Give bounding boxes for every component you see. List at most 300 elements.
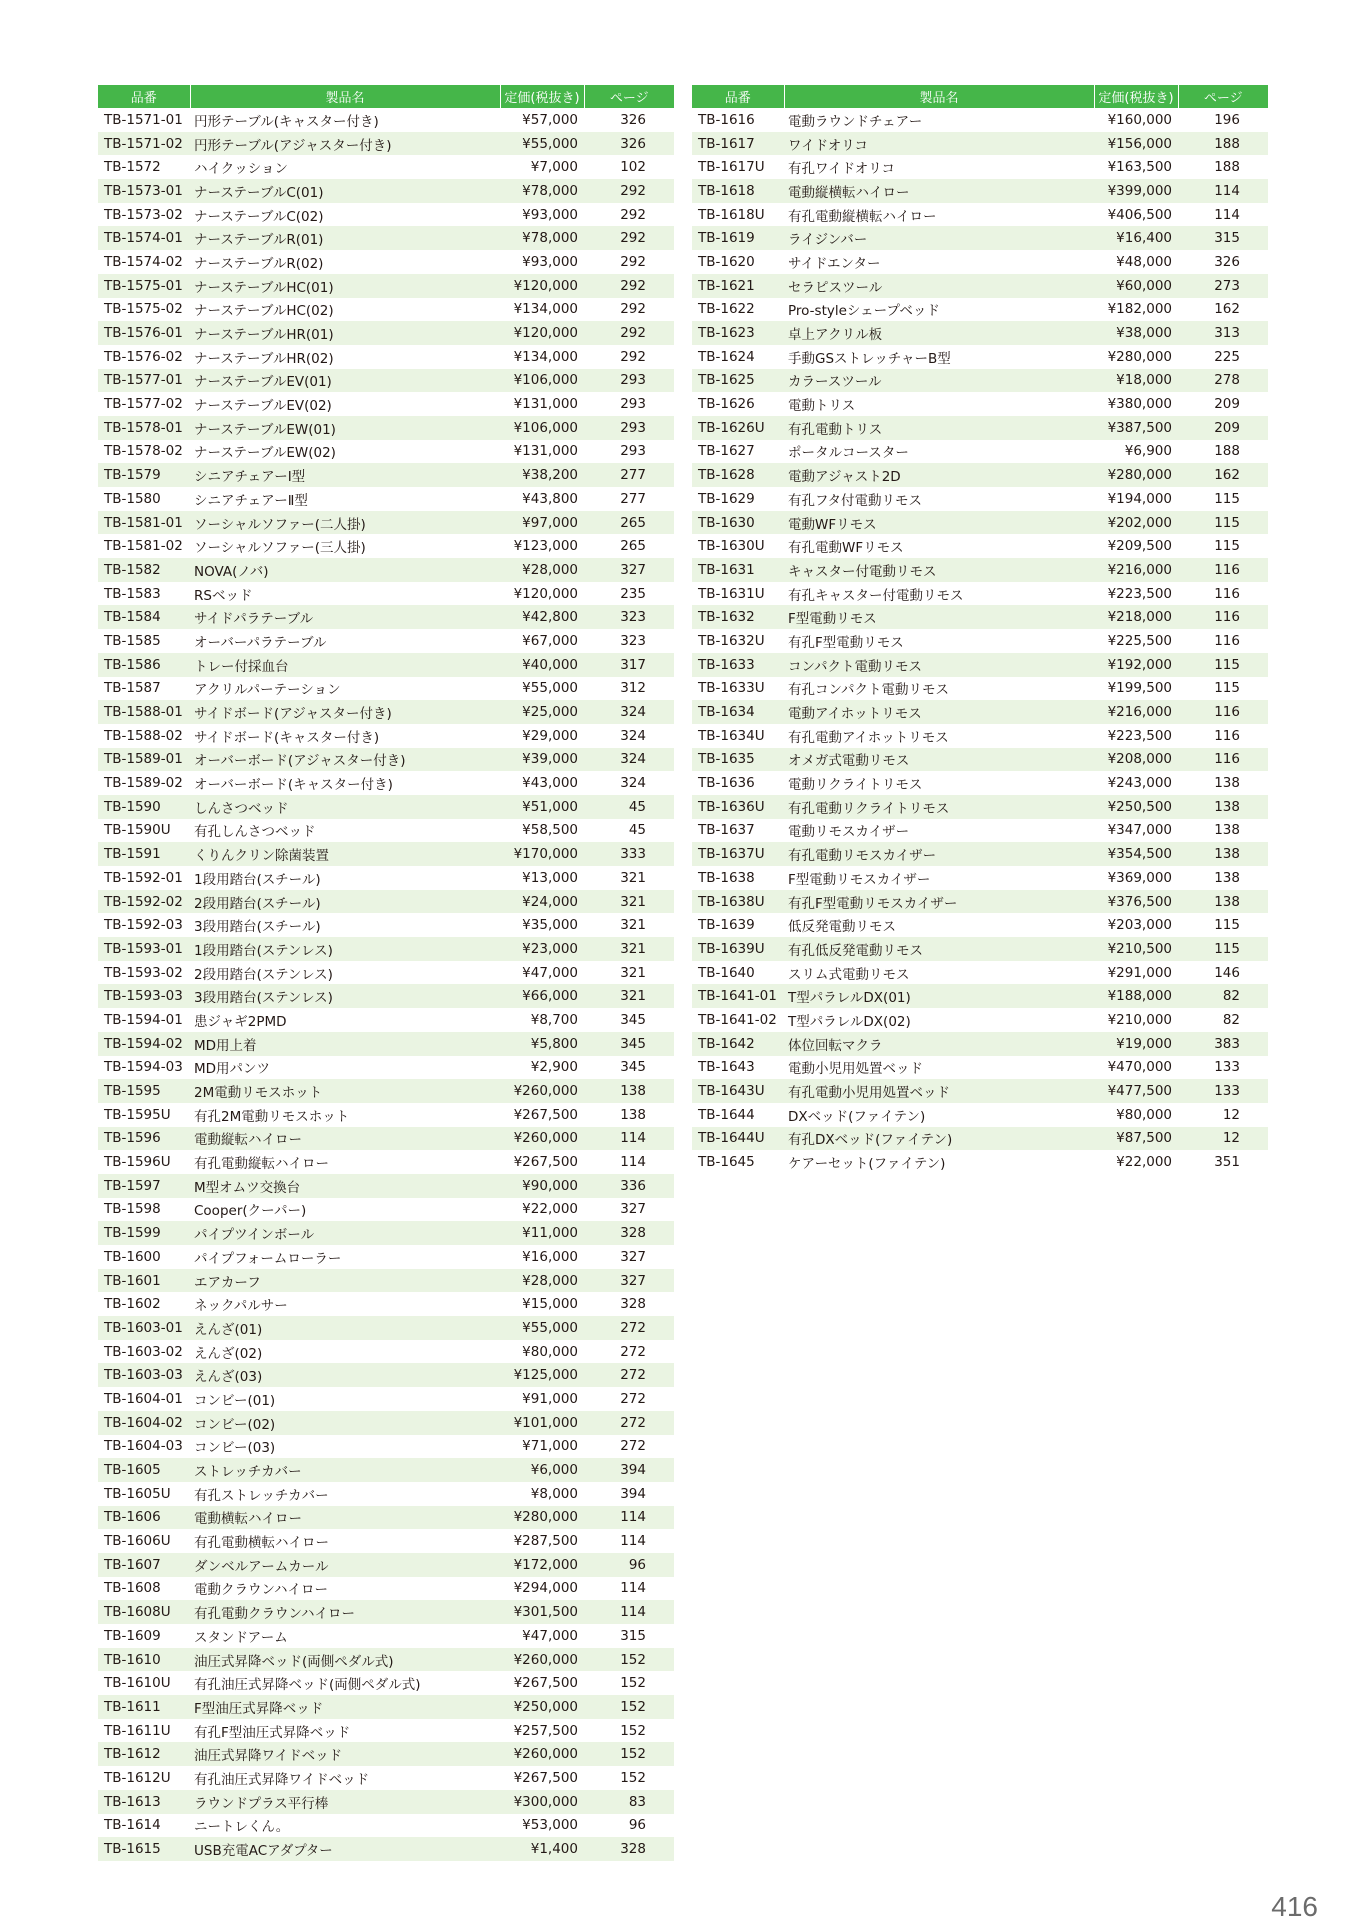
- page-ref: 312: [620, 680, 646, 697]
- table-row: [692, 937, 1268, 961]
- page-ref: 272: [620, 1343, 646, 1360]
- list-price: ¥38,200: [500, 463, 584, 487]
- product-name: USB充電ACアダプター: [190, 1837, 500, 1861]
- table-row: [692, 771, 1268, 795]
- product-name: 電動WFリモス: [784, 511, 1094, 535]
- product-code: TB-1616: [698, 111, 755, 128]
- product-code: TB-1585: [104, 632, 161, 649]
- table-row: [692, 487, 1268, 511]
- table-row: [692, 961, 1268, 985]
- table-row: [98, 1340, 674, 1364]
- product-name: 有孔しんさつベッド: [194, 824, 316, 841]
- table-row: [692, 748, 1268, 772]
- list-price: ¥80,000: [522, 1343, 578, 1360]
- list-price: ¥91,000: [522, 1390, 578, 1407]
- page-ref: 313: [1178, 321, 1268, 345]
- table-row: [692, 298, 1268, 322]
- page-ref: 45: [584, 795, 674, 819]
- list-price: ¥57,000: [522, 111, 578, 128]
- product-name: 電動アイホットリモス: [784, 700, 1094, 724]
- product-name: 有孔ストレッチカバー: [194, 1487, 329, 1504]
- page-ref: 138: [1178, 842, 1268, 866]
- list-price: ¥387,500: [1094, 416, 1178, 440]
- list-price: ¥188,000: [1094, 984, 1178, 1008]
- table-row: [98, 1056, 674, 1080]
- table-row: [692, 605, 1268, 629]
- product-code: TB-1571-01: [104, 111, 183, 128]
- product-name: 2段用踏台(ステンレス): [194, 966, 333, 983]
- page-ref: 138: [1214, 822, 1240, 839]
- list-price: ¥194,000: [1107, 490, 1172, 507]
- table-row: [98, 1506, 674, 1530]
- list-price: ¥131,000: [513, 396, 578, 413]
- table-row: [98, 534, 674, 558]
- table-row: [98, 1766, 674, 1790]
- page-ref: 114: [584, 1506, 674, 1530]
- list-price: ¥90,000: [500, 1174, 584, 1198]
- product-name: 電動クラウンハイロー: [194, 1582, 329, 1599]
- page-ref: 265: [620, 538, 646, 555]
- list-price: ¥78,000: [500, 226, 584, 250]
- list-price: ¥2,900: [530, 1059, 578, 1076]
- product-code: TB-1606: [98, 1506, 190, 1530]
- table-row: [692, 653, 1268, 677]
- list-price: ¥22,000: [522, 1201, 578, 1218]
- list-price: ¥6,900: [1124, 443, 1172, 460]
- page-ref: 115: [1178, 653, 1268, 677]
- product-name: 有孔電動リモスカイザー: [784, 842, 1094, 866]
- product-code: TB-1604-02: [98, 1411, 190, 1435]
- list-price: ¥376,500: [1094, 890, 1178, 914]
- list-price: ¥267,500: [513, 1675, 578, 1692]
- page-ref: 272: [584, 1363, 674, 1387]
- table-row: [98, 511, 674, 535]
- list-price: ¥42,800: [500, 605, 584, 629]
- page-ref: 225: [1214, 348, 1240, 365]
- table-row: [692, 1032, 1268, 1056]
- page-ref: 116: [1178, 558, 1268, 582]
- page-ref: 323: [584, 605, 674, 629]
- product-name: T型パラレルDX(02): [788, 1013, 911, 1030]
- page-ref: 351: [1214, 1154, 1240, 1171]
- product-code: TB-1596: [98, 1127, 190, 1151]
- table-row: [692, 866, 1268, 890]
- table-row: [692, 440, 1268, 464]
- table-row: [98, 179, 674, 203]
- list-price: ¥6,000: [500, 1458, 584, 1482]
- page-ref: 114: [1214, 206, 1240, 223]
- page-ref: 383: [1178, 1032, 1268, 1056]
- product-code: TB-1584: [98, 605, 190, 629]
- list-price: ¥47,000: [522, 964, 578, 981]
- page-ref: 209: [1178, 416, 1268, 440]
- page-ref: 152: [620, 1675, 646, 1692]
- page-ref: 315: [1178, 226, 1268, 250]
- list-price: ¥120,000: [513, 585, 578, 602]
- table-row: [98, 1032, 674, 1056]
- list-price: ¥347,000: [1107, 822, 1172, 839]
- page-ref: 324: [584, 700, 674, 724]
- page-ref: 196: [1214, 111, 1240, 128]
- header-product-code: 品番: [692, 85, 784, 108]
- product-name: ナーステーブルEV(01): [190, 369, 500, 393]
- page-ref: 138: [1178, 890, 1268, 914]
- list-price: ¥300,000: [500, 1790, 584, 1814]
- product-code: TB-1593-02: [104, 964, 183, 981]
- product-name: オーバーボード(キャスター付き): [194, 777, 393, 794]
- page-ref: 114: [620, 1533, 646, 1550]
- table-row: [692, 369, 1268, 393]
- product-code: TB-1588-01: [98, 700, 190, 724]
- product-code: TB-1589-02: [104, 775, 183, 792]
- product-code: TB-1643: [698, 1059, 755, 1076]
- page-ref: 345: [620, 1059, 646, 1076]
- list-price: ¥25,000: [500, 700, 584, 724]
- table-row: [98, 1221, 674, 1245]
- product-price-table-right: [692, 85, 1268, 1174]
- table-row: [98, 416, 674, 440]
- page-ref: 278: [1178, 369, 1268, 393]
- product-name: 有孔ワイドオリコ: [788, 161, 895, 178]
- list-price: ¥134,000: [513, 301, 578, 318]
- product-code: TB-1595U: [104, 1106, 171, 1123]
- list-price: ¥291,000: [1107, 964, 1172, 981]
- page-ref: 188: [1214, 443, 1240, 460]
- list-price: ¥51,000: [500, 795, 584, 819]
- table-row: [692, 582, 1268, 606]
- product-code: TB-1617: [692, 132, 784, 156]
- page-ref: 115: [1214, 490, 1240, 507]
- product-code: TB-1594-03: [104, 1059, 183, 1076]
- table-row: [692, 1103, 1268, 1127]
- product-name: シニアチェアーⅡ型: [194, 492, 308, 509]
- product-name: 1段用踏台(スチール): [194, 871, 321, 888]
- table-row: [692, 392, 1268, 416]
- product-code: TB-1578-02: [104, 443, 183, 460]
- header-product-name: 製品名: [190, 85, 500, 108]
- table-row: [98, 558, 674, 582]
- product-code: TB-1594-01: [104, 1011, 183, 1028]
- table-row: [98, 795, 674, 819]
- product-code: TB-1576-01: [98, 321, 190, 345]
- product-name: ナーステーブルEW(02): [194, 445, 336, 462]
- page-ref: 327: [584, 1269, 674, 1293]
- product-code: TB-1612: [98, 1742, 190, 1766]
- list-price: ¥120,000: [500, 321, 584, 345]
- product-name: 有孔低反発電動リモス: [784, 937, 1094, 961]
- page-ref: 292: [620, 348, 646, 365]
- product-name: 患ジャギ2PMD: [194, 1013, 287, 1030]
- list-price: ¥223,500: [1107, 727, 1172, 744]
- list-price: ¥13,000: [522, 869, 578, 886]
- product-code: TB-1593-03: [98, 984, 190, 1008]
- table-row: [692, 108, 1268, 132]
- product-code: TB-1644: [698, 1106, 755, 1123]
- table-row: [98, 132, 674, 156]
- page-ref: 327: [620, 1201, 646, 1218]
- product-code: TB-1632: [692, 605, 784, 629]
- table-header-row: [692, 85, 1268, 108]
- list-price: ¥209,500: [1107, 538, 1172, 555]
- page-ref: 327: [620, 1248, 646, 1265]
- product-code: TB-1629: [698, 490, 755, 507]
- product-name: スリム式電動リモス: [788, 966, 910, 983]
- list-price: ¥131,000: [513, 443, 578, 460]
- product-name: MD用上着: [190, 1032, 500, 1056]
- page-ref: 321: [620, 869, 646, 886]
- list-price: ¥101,000: [500, 1411, 584, 1435]
- product-name: ナーステーブルR(01): [190, 226, 500, 250]
- page-ref: 116: [1178, 700, 1268, 724]
- table-row: [98, 1245, 674, 1269]
- list-price: ¥23,000: [500, 937, 584, 961]
- list-price: ¥47,000: [522, 1627, 578, 1644]
- product-code: TB-1639: [698, 917, 755, 934]
- table-row: [692, 203, 1268, 227]
- product-code: TB-1625: [692, 369, 784, 393]
- list-price: ¥160,000: [1107, 111, 1172, 128]
- table-row: [98, 274, 674, 298]
- product-code: TB-1576-02: [104, 348, 183, 365]
- table-row: [98, 1198, 674, 1222]
- product-code: TB-1589-01: [98, 748, 190, 772]
- list-price: ¥71,000: [522, 1438, 578, 1455]
- product-name: 電動縦横転ハイロー: [784, 179, 1094, 203]
- product-name: コンビー(02): [190, 1411, 500, 1435]
- product-name: パイプフォームローラー: [194, 1250, 342, 1267]
- page-ref: 152: [584, 1742, 674, 1766]
- list-price: ¥470,000: [1107, 1059, 1172, 1076]
- product-code: TB-1609: [104, 1627, 161, 1644]
- list-price: ¥58,500: [522, 822, 578, 839]
- product-name: オーバーパラテーブル: [194, 634, 327, 651]
- list-price: ¥28,000: [500, 558, 584, 582]
- product-name: Cooper(クーパー): [194, 1203, 307, 1220]
- list-price: ¥29,000: [522, 727, 578, 744]
- product-code: TB-1597: [98, 1174, 190, 1198]
- product-name: 電動トリス: [788, 398, 856, 415]
- product-name: 電動リクライトリモス: [788, 777, 923, 794]
- page-ref: 321: [584, 890, 674, 914]
- table-row: [98, 1600, 674, 1624]
- list-price: ¥208,000: [1094, 748, 1178, 772]
- product-code: TB-1619: [692, 226, 784, 250]
- table-row: [98, 984, 674, 1008]
- table-row: [692, 558, 1268, 582]
- product-name: えんざ(01): [190, 1316, 500, 1340]
- product-code: TB-1574-01: [98, 226, 190, 250]
- list-price: ¥22,000: [1116, 1154, 1172, 1171]
- product-name: ナーステーブルHR(01): [190, 321, 500, 345]
- table-row: [98, 250, 674, 274]
- product-name: ナーステーブルC(02): [194, 208, 324, 225]
- product-code: TB-1637: [698, 822, 755, 839]
- page-ref: 326: [1214, 253, 1240, 270]
- product-code: TB-1615: [98, 1837, 190, 1861]
- table-row: [98, 487, 674, 511]
- page-ref: 394: [620, 1485, 646, 1502]
- list-price: ¥280,000: [1107, 348, 1172, 365]
- product-code: TB-1638: [698, 869, 755, 886]
- product-name: 有孔DXベッド(ファイテン): [784, 1127, 1094, 1151]
- product-code: TB-1622: [698, 301, 755, 318]
- list-price: ¥48,000: [1116, 253, 1172, 270]
- product-name: 卓上アクリル板: [784, 321, 1094, 345]
- product-name: F型電動リモス: [784, 605, 1094, 629]
- table-row: [692, 1079, 1268, 1103]
- table-row: [98, 1648, 674, 1672]
- list-price: ¥55,000: [500, 132, 584, 156]
- table-row: [692, 795, 1268, 819]
- table-row: [692, 250, 1268, 274]
- page-ref: 115: [1214, 917, 1240, 934]
- table-row: [692, 463, 1268, 487]
- page-ref: 293: [584, 369, 674, 393]
- product-name: 油圧式昇降ワイドベッド: [190, 1742, 500, 1766]
- table-row: [692, 842, 1268, 866]
- product-code: TB-1626: [698, 396, 755, 413]
- page-ref: 146: [1214, 964, 1240, 981]
- page-ref: 265: [584, 511, 674, 535]
- product-name: サイドボード(キャスター付き): [194, 729, 380, 746]
- header-page: ページ: [584, 85, 674, 108]
- product-code: TB-1614: [104, 1817, 161, 1834]
- product-code: TB-1583: [104, 585, 161, 602]
- product-code: TB-1604-01: [104, 1390, 183, 1407]
- table-row: [98, 298, 674, 322]
- product-code: TB-1578-01: [98, 416, 190, 440]
- list-price: ¥66,000: [500, 984, 584, 1008]
- product-name: 低反発電動リモス: [788, 919, 896, 936]
- list-price: ¥67,000: [522, 632, 578, 649]
- list-price: ¥267,500: [513, 1769, 578, 1786]
- product-name: 有孔油圧式昇降ベッド(両側ペダル式): [194, 1677, 421, 1694]
- page-ref: 133: [1214, 1059, 1240, 1076]
- table-row: [98, 1363, 674, 1387]
- list-price: ¥287,500: [513, 1533, 578, 1550]
- table-row: [692, 629, 1268, 653]
- product-code: TB-1613: [98, 1790, 190, 1814]
- product-name: 手動GSストレッチャーB型: [788, 350, 951, 367]
- table-row: [98, 1671, 674, 1695]
- page-ref: 116: [1214, 632, 1240, 649]
- product-code: TB-1643U: [692, 1079, 784, 1103]
- page-ref: 115: [1214, 538, 1240, 555]
- list-price: ¥203,000: [1107, 917, 1172, 934]
- page-ref: 272: [584, 1411, 674, 1435]
- list-price: ¥260,000: [500, 1742, 584, 1766]
- product-name: ハイクッション: [194, 161, 288, 178]
- product-code: TB-1611U: [104, 1722, 171, 1739]
- product-name: パイプツインボール: [190, 1221, 500, 1245]
- page-ref: 272: [620, 1390, 646, 1407]
- product-code: TB-1630U: [698, 538, 765, 555]
- table-row: [98, 226, 674, 250]
- list-price: ¥399,000: [1094, 179, 1178, 203]
- page-ref: 152: [584, 1695, 674, 1719]
- table-row: [692, 890, 1268, 914]
- product-name: 電動縦転ハイロー: [190, 1127, 500, 1151]
- page-ref: 116: [1214, 727, 1240, 744]
- product-code: TB-1590U: [104, 822, 171, 839]
- list-price: ¥39,000: [500, 748, 584, 772]
- page-ref: 272: [620, 1438, 646, 1455]
- product-code: TB-1573-01: [98, 179, 190, 203]
- page-ref: 138: [1214, 869, 1240, 886]
- list-price: ¥257,500: [513, 1722, 578, 1739]
- page-ref: 115: [1178, 937, 1268, 961]
- product-code: TB-1631U: [698, 585, 765, 602]
- product-code: TB-1620: [698, 253, 755, 270]
- page-ref: 328: [584, 1837, 674, 1861]
- product-price-table-left: [98, 85, 674, 1861]
- table-row: [98, 700, 674, 724]
- table-row: [98, 155, 674, 179]
- list-price: ¥43,000: [522, 775, 578, 792]
- list-price: ¥250,000: [500, 1695, 584, 1719]
- product-name: ニートレくん。: [194, 1819, 290, 1836]
- product-code: TB-1645: [698, 1154, 755, 1171]
- table-row: [98, 866, 674, 890]
- table-row: [98, 961, 674, 985]
- page-ref: 292: [584, 274, 674, 298]
- page-ref: 12: [1222, 1106, 1240, 1123]
- table-row: [98, 108, 674, 132]
- table-row: [98, 392, 674, 416]
- product-code: TB-1593-01: [98, 937, 190, 961]
- product-code: TB-1582: [98, 558, 190, 582]
- page-ref: 152: [620, 1722, 646, 1739]
- product-code: TB-1628: [692, 463, 784, 487]
- product-code: TB-1642: [692, 1032, 784, 1056]
- page-ref: 273: [1178, 274, 1268, 298]
- product-name: 電動小児用処置ベッド: [788, 1061, 923, 1078]
- table-row: [98, 1624, 674, 1648]
- list-price: ¥106,000: [500, 416, 584, 440]
- page-ref: 83: [584, 1790, 674, 1814]
- table-row: [692, 913, 1268, 937]
- table-row: [98, 1435, 674, 1459]
- table-row: [98, 1553, 674, 1577]
- product-name: 電動リモスカイザー: [788, 824, 910, 841]
- product-code: TB-1605: [98, 1458, 190, 1482]
- product-code: TB-1599: [98, 1221, 190, 1245]
- product-code: TB-1602: [104, 1296, 161, 1313]
- product-name: M型オムツ交換台: [190, 1174, 500, 1198]
- table-row: [98, 1174, 674, 1198]
- list-price: ¥260,000: [500, 1079, 584, 1103]
- product-code: TB-1598: [104, 1201, 161, 1218]
- product-name: 3段用踏台(ステンレス): [190, 984, 500, 1008]
- product-code: TB-1634U: [698, 727, 765, 744]
- product-name: 有孔電動小児用処置ベッド: [784, 1079, 1094, 1103]
- product-code: TB-1596U: [104, 1154, 171, 1171]
- product-name: えんざ(03): [190, 1363, 500, 1387]
- table-row: [692, 179, 1268, 203]
- product-name: 有孔キャスター付電動リモス: [788, 587, 964, 604]
- product-name: 有孔電動トリス: [784, 416, 1094, 440]
- product-code: TB-1618: [692, 179, 784, 203]
- table-row: [98, 345, 674, 369]
- product-name: 2M電動リモスホット: [190, 1079, 500, 1103]
- table-row: [98, 677, 674, 701]
- product-code: TB-1608U: [98, 1600, 190, 1624]
- product-name: コンビー(01): [194, 1392, 276, 1409]
- page-ref: 292: [584, 321, 674, 345]
- list-price: ¥7,000: [530, 159, 578, 176]
- page-ref: 133: [1178, 1079, 1268, 1103]
- product-name: シニアチェアーⅠ型: [190, 463, 500, 487]
